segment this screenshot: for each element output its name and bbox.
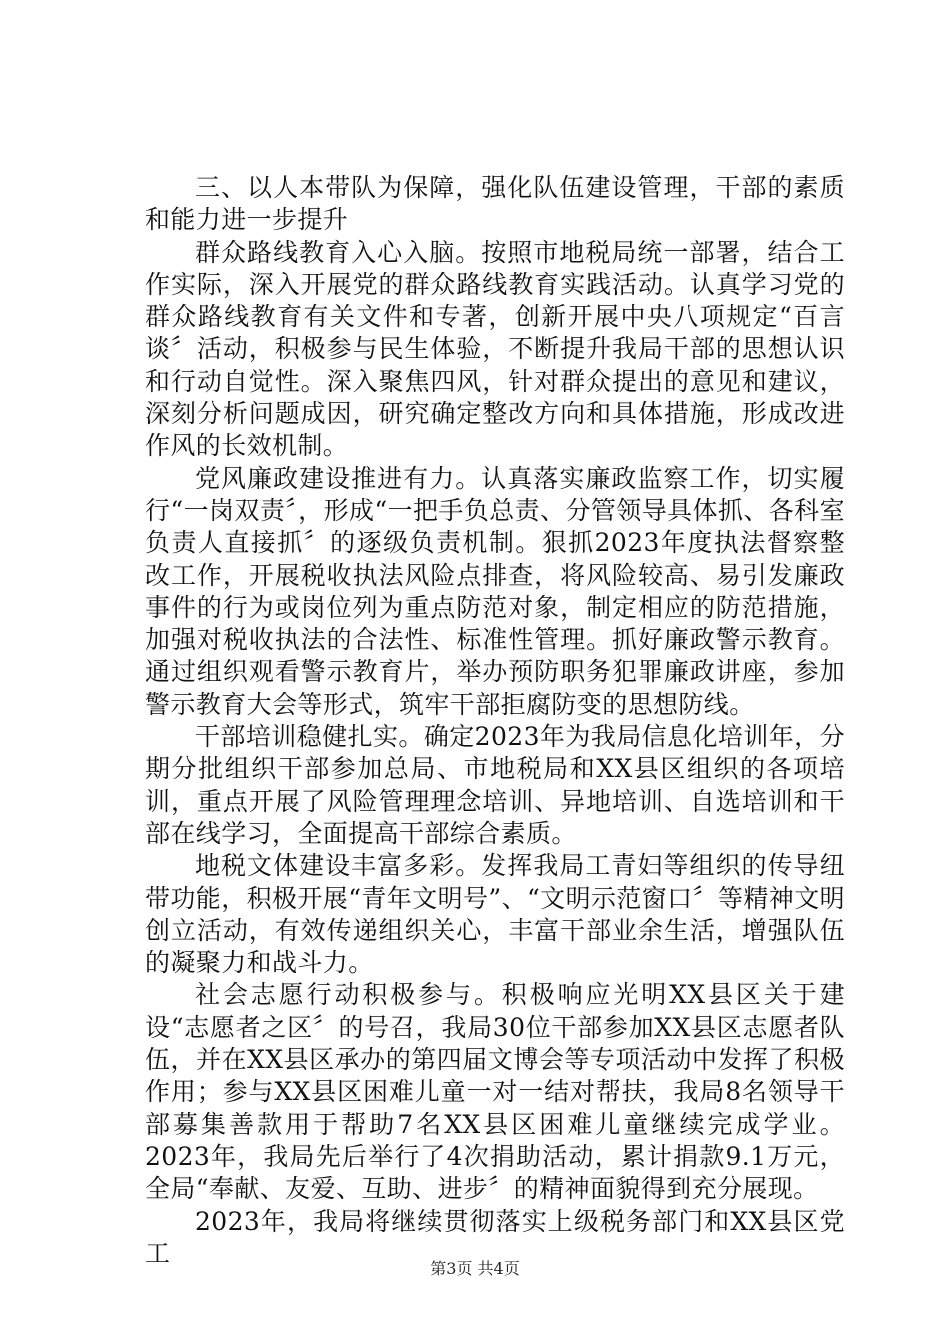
- paragraph-next-year: 2023年，我局将继续贯彻落实上级税务部门和XX县区党工: [145, 1206, 845, 1268]
- section-heading: 三、以人本带队为保障，强化队伍建设管理，干部的素质和能力进一步提升: [145, 173, 845, 235]
- paragraph-volunteer-action: 社会志愿行动积极参与。积极响应光明XX县区关于建设“志愿者之区〞的号召，我局30位干部参加XX县区志愿者队伍，并在XX县区承办的第四届文博会等专项活动中发挥了积极作用；参与XX县区困难儿童一对一结对帮扶，我局8名领导干部募集善款用于帮助7名XX县区困难儿童继续完成学业。2023年，我局先后举行了4次捐助活动，累计捐款9.1万元，全局“奉献、友爱、互助、进步〞的精神面貌得到充分展现。: [145, 980, 845, 1204]
- paragraph-cadre-training: 干部培训稳健扎实。确定2023年为我局信息化培训年，分期分批组织干部参加总局、市地税局和XX县区组织的各项培训，重点开展了风险管理理念培训、异地培训、自选培训和干部在线学习，全面提高干部综合素质。: [145, 722, 845, 848]
- page-number-footer: 第3页 共4页: [430, 1259, 520, 1278]
- document-body: [145, 172, 845, 1270]
- paragraph-mass-line-education: 群众路线教育入心入脑。按照市地税局统一部署，结合工作实际，深入开展党的群众路线教育实践活动。认真学习党的群众路线教育有关文件和专著，创新开展中央八项规定“百言谈〞活动，积极参与民生体验，不断提升我局干部的思想认识和行动自觉性。深入聚焦四风，针对群众提出的意见和建议，深刻分析问题成因，研究确定整改方向和具体措施，形成改进作风的长效机制。: [145, 237, 845, 461]
- paragraph-culture-sports: 地税文体建设丰富多彩。发挥我局工青妇等组织的传导纽带功能，积极开展“青年文明号”、“文明示范窗口〞等精神文明创立活动，有效传递组织关心，丰富干部业余生活，增强队伍的凝聚力和战斗力。: [145, 851, 845, 978]
- paragraph-clean-government: 党风廉政建设推进有力。认真落实廉政监察工作，切实履行“一岗双责〞，形成“一把手负总责、分管领导具体抓、各科室负责人直接抓〞的逐级负责机制。狠抓2023年度执法督察整改工作，开展税收执法风险点排查，将风险较高、易引发廉政事件的行为或岗位列为重点防范对象，制定相应的防范措施，加强对税收执法的合法性、标准性管理。抓好廉政警示教育。通过组织观看警示教育片，举办预防职务犯罪廉政讲座，参加警示教育大会等形式，筑牢干部拒腐防变的思想防线。: [145, 463, 845, 719]
